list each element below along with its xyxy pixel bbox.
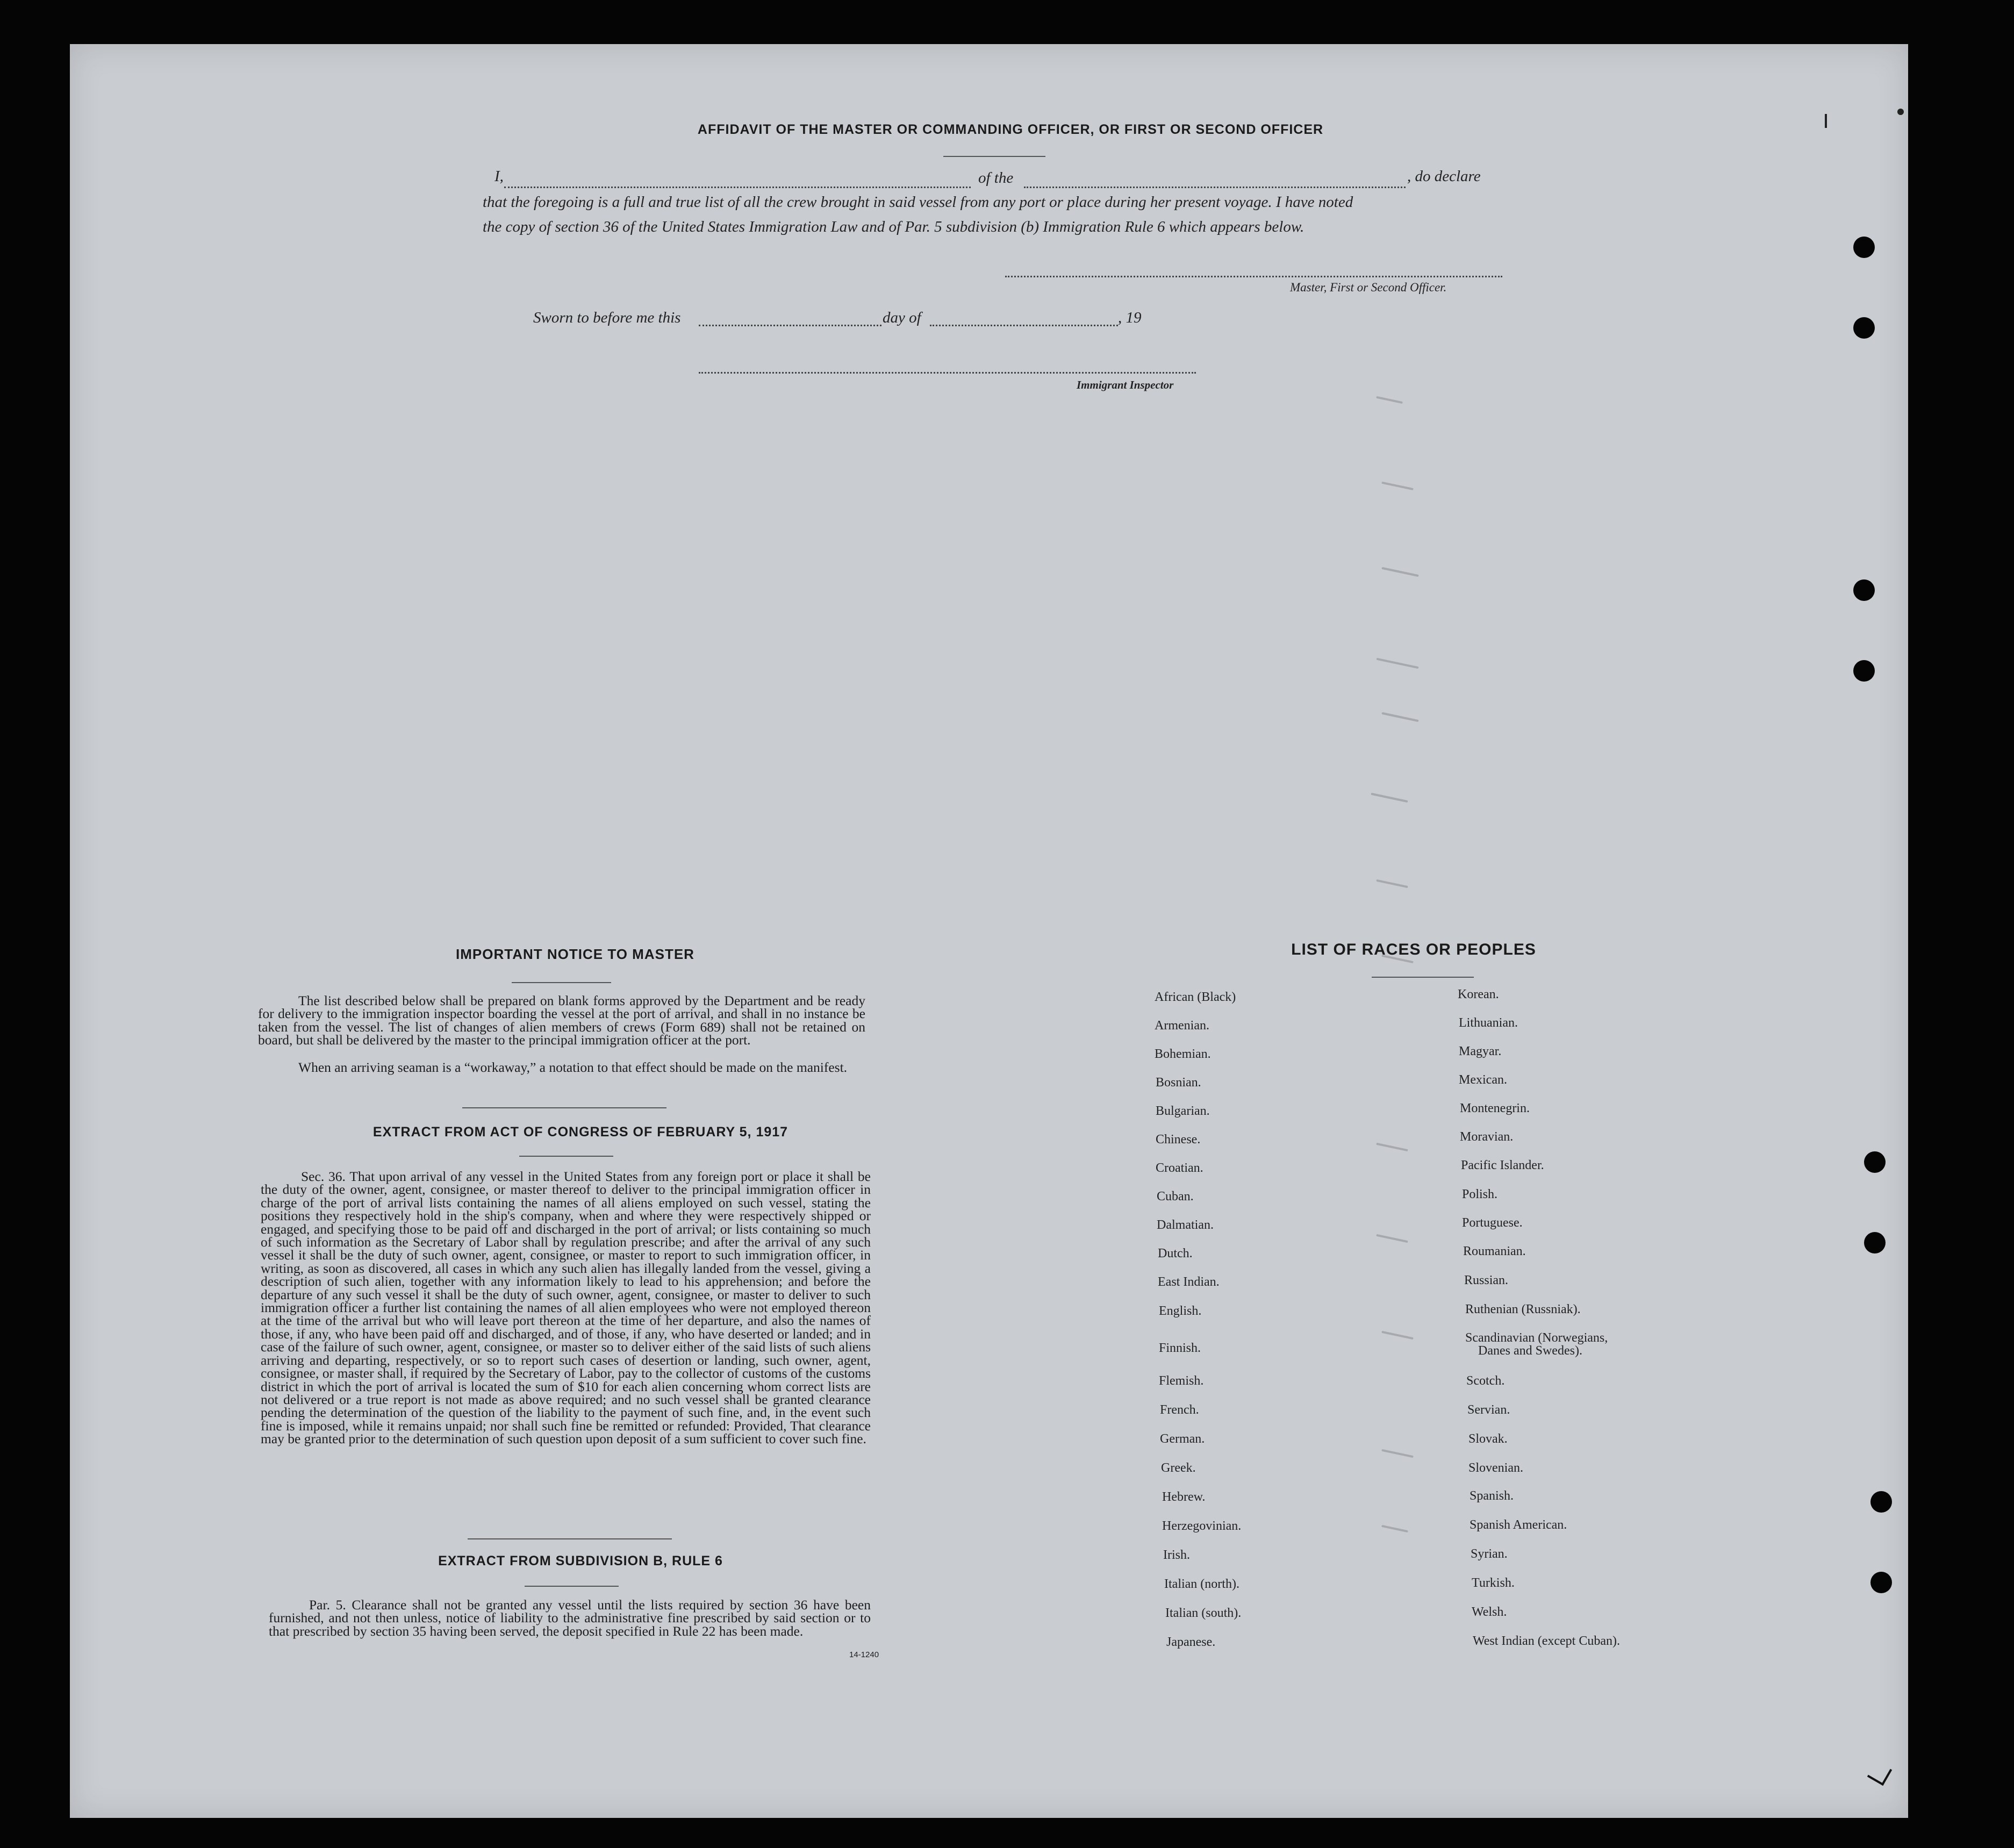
race-item: Croatian.	[1156, 1161, 1203, 1175]
race-item: Moravian.	[1460, 1130, 1514, 1144]
punch-hole	[1853, 579, 1875, 601]
sworn-day-field[interactable]	[699, 325, 881, 326]
race-item: Hebrew.	[1162, 1490, 1206, 1504]
race-item: Bosnian.	[1156, 1076, 1201, 1090]
punch-hole	[1853, 317, 1875, 339]
race-item: Flemish.	[1159, 1374, 1204, 1388]
race-item: West Indian (except Cuban).	[1473, 1634, 1620, 1648]
notice-divider	[512, 982, 611, 983]
day-of-label: day of	[883, 309, 921, 326]
race-item: Polish.	[1462, 1187, 1498, 1201]
race-item: Finnish.	[1159, 1341, 1201, 1355]
race-item: English.	[1159, 1304, 1202, 1318]
corner-mark	[1897, 109, 1904, 115]
race-item: Herzegovinian.	[1162, 1519, 1242, 1533]
race-item: Bohemian.	[1155, 1047, 1211, 1061]
race-item: Portuguese.	[1462, 1216, 1523, 1230]
race-item: Magyar.	[1459, 1044, 1502, 1058]
race-item: Dalmatian.	[1157, 1218, 1214, 1232]
section-text: That upon arrival of any vessel in the United States from any foreign port or place it shall be the duty of the owner, agent, consignee, or master thereof to deliver to the principal immigration officer in charge of the port of arrival lists containing the names of all aliens employed on such vessel, stating the positions they respectively hold in the ship's company, when and where they were respectively shipped or engaged, and specifying those to be paid off and discharged in the port of arrival; or lists containing so much of such information as the Secretary of Labor shall by regulation prescribe; and after the arrival of any such vessel it shall be the duty of such owner, agent, consignee, or master to report to such immigration officer, in writing, as soon as discovered, all cases in which any such alien has illegally landed from the vessel, giving a description of such alien, together with any information likely to lead to his apprehension; and before the departure of any such vessel it shall be the duty of such owner, agent, consignee, or master to deliver to such immigration officer a further list containing the names of all alien employees who were not employed thereon at the time of the arrival but who will leave port thereon at the time of her departure, and also the names of those, if any, who have been paid off and discharged, and of those, if any, who have deserted or landed; and in case of the failure of such owner, agent, consignee, or master so to deliver either of the said lists of such aliens arriving and departing, respectively, or so to report such cases of desertion or landing, such owner, agent, consignee, or master shall, if required by the Secretary of Labor, pay to the collector of customs of the customs district in which the port of arrival is located the sum of $10 for each alien concerning whom correct lists are not delivered or a true report is not made as above required; and no such vessel shall be granted clearance pending the determination of the question of the liability to the payment of such fine, and, in the event such fine is imposed, while it remains unpaid; nor shall such fine be remitted or refunded: Provided, That clearance may be granted prior to the determination of such question upon deposit of a sum sufficient to cover such fine.	[261, 1169, 871, 1447]
inspector-label: Immigrant Inspector	[1077, 378, 1174, 391]
race-item: Cuban.	[1157, 1190, 1194, 1204]
race-item: German.	[1160, 1432, 1205, 1446]
extract-divider	[519, 1156, 613, 1157]
race-item: Chinese.	[1156, 1133, 1201, 1147]
year-label: , 19	[1118, 309, 1142, 326]
title-divider	[943, 156, 1045, 157]
race-item: Ruthenian (Russniak).	[1465, 1302, 1581, 1316]
punch-hole	[1870, 1572, 1892, 1593]
sworn-month-field[interactable]	[930, 325, 1118, 326]
affidavit-title: AFFIDAVIT OF THE MASTER OR COMMANDING OFFICER, OR FIRST OR SECOND OFFICER	[697, 122, 1324, 137]
race-item: Spanish.	[1470, 1489, 1514, 1503]
corner-mark	[1867, 1761, 1892, 1786]
race-item: Welsh.	[1472, 1605, 1507, 1619]
race-item: Scotch.	[1466, 1374, 1505, 1388]
notice-title: IMPORTANT NOTICE TO MASTER	[456, 946, 694, 962]
punch-hole	[1864, 1232, 1886, 1254]
i-label: I,	[494, 168, 504, 185]
name-field[interactable]	[504, 187, 971, 188]
affidavit-body-line1: that the foregoing is a full and true list of all the crew brought in said vessel from any port or place during her present voyage. I have noted	[483, 194, 1353, 211]
notice-paragraph-1: The list described below shall be prepared on blank forms approved by the Department and be ready for delivery to the immigration inspector boarding the vessel at the port of arrival, and shall in no instance be taken from the vessel. The list of changes of alien members of crews (Form 689) shall not be retained on board, but shall be delivered by the master to the principal immigration officer at the port.	[258, 993, 865, 1048]
declare-label: , do declare	[1407, 168, 1481, 185]
race-item: Bulgarian.	[1156, 1104, 1210, 1118]
race-item: Dutch.	[1158, 1247, 1193, 1260]
race-item: French.	[1160, 1403, 1199, 1417]
extract-rule-text: Par. 5. Clearance shall not be granted any vessel until the lists required by section 36 have been furnished, and not then unless, notice of liability to the administrative fine prescribed by said section or to that prescribed by section 35 having been served, the deposit specified in Rule 22 has been made.	[269, 1597, 871, 1639]
document-sheet	[70, 44, 1908, 1818]
extract-rule-divider	[525, 1586, 619, 1587]
section-divider	[468, 1538, 672, 1539]
race-item: Irish.	[1163, 1548, 1190, 1562]
race-item: Servian.	[1467, 1403, 1510, 1417]
race-item: Scandinavian (Norwegians,	[1465, 1331, 1608, 1345]
punch-hole	[1853, 237, 1875, 258]
race-item: Spanish American.	[1470, 1518, 1567, 1532]
race-item: East Indian.	[1158, 1275, 1220, 1289]
notice-paragraph-2: When an arriving seaman is a “workaway,” a notation to that effect should be made on the manifest.	[298, 1059, 848, 1075]
race-item: Japanese.	[1166, 1635, 1216, 1649]
races-title: LIST OF RACES OR PEOPLES	[1291, 941, 1536, 958]
inspector-signature-field[interactable]	[699, 372, 1196, 374]
race-item: Italian (south).	[1165, 1606, 1242, 1620]
master-sign-label: Master, First or Second Officer.	[1290, 281, 1447, 294]
race-item: Syrian.	[1471, 1547, 1508, 1561]
affidavit-body-line2: the copy of section 36 of the United States Immigration Law and of Par. 5 subdivision (b) Immigration Rule 6 which appears below.	[483, 218, 1305, 235]
race-item-continued: Danes and Swedes).	[1478, 1344, 1582, 1358]
master-signature-field[interactable]	[1005, 276, 1502, 277]
corner-mark	[1825, 114, 1827, 128]
form-number: 14-1240	[849, 1650, 879, 1659]
race-item: Russian.	[1464, 1273, 1509, 1287]
of-the-label: of the	[978, 169, 1014, 187]
race-item: Slovenian.	[1468, 1461, 1523, 1475]
punch-hole	[1870, 1491, 1892, 1513]
race-item: African (Black)	[1155, 990, 1236, 1004]
section-label: Sec. 36.	[301, 1169, 346, 1184]
punch-hole	[1853, 660, 1875, 682]
extract-rule-title: EXTRACT FROM SUBDIVISION B, RULE 6	[438, 1553, 723, 1568]
race-item: Italian (north).	[1164, 1577, 1239, 1591]
extract-act-text	[261, 1170, 871, 1446]
vessel-field[interactable]	[1024, 187, 1406, 188]
race-item: Mexican.	[1459, 1073, 1507, 1087]
race-item: Armenian.	[1155, 1019, 1209, 1033]
race-item: Greek.	[1161, 1461, 1196, 1475]
extract-act-title: EXTRACT FROM ACT OF CONGRESS OF FEBRUARY 5, 1917	[372, 1124, 789, 1140]
section-divider	[462, 1107, 666, 1108]
race-item: Korean.	[1458, 987, 1499, 1001]
race-item: Lithuanian.	[1459, 1016, 1518, 1030]
race-item: Pacific Islander.	[1461, 1158, 1544, 1172]
sworn-label: Sworn to before me this	[533, 309, 681, 326]
races-divider	[1372, 977, 1474, 978]
race-item: Montenegrin.	[1460, 1101, 1530, 1115]
race-item: Roumanian.	[1463, 1244, 1526, 1258]
punch-hole	[1864, 1151, 1886, 1173]
race-item: Turkish.	[1472, 1576, 1515, 1590]
race-item: Slovak.	[1468, 1432, 1508, 1446]
